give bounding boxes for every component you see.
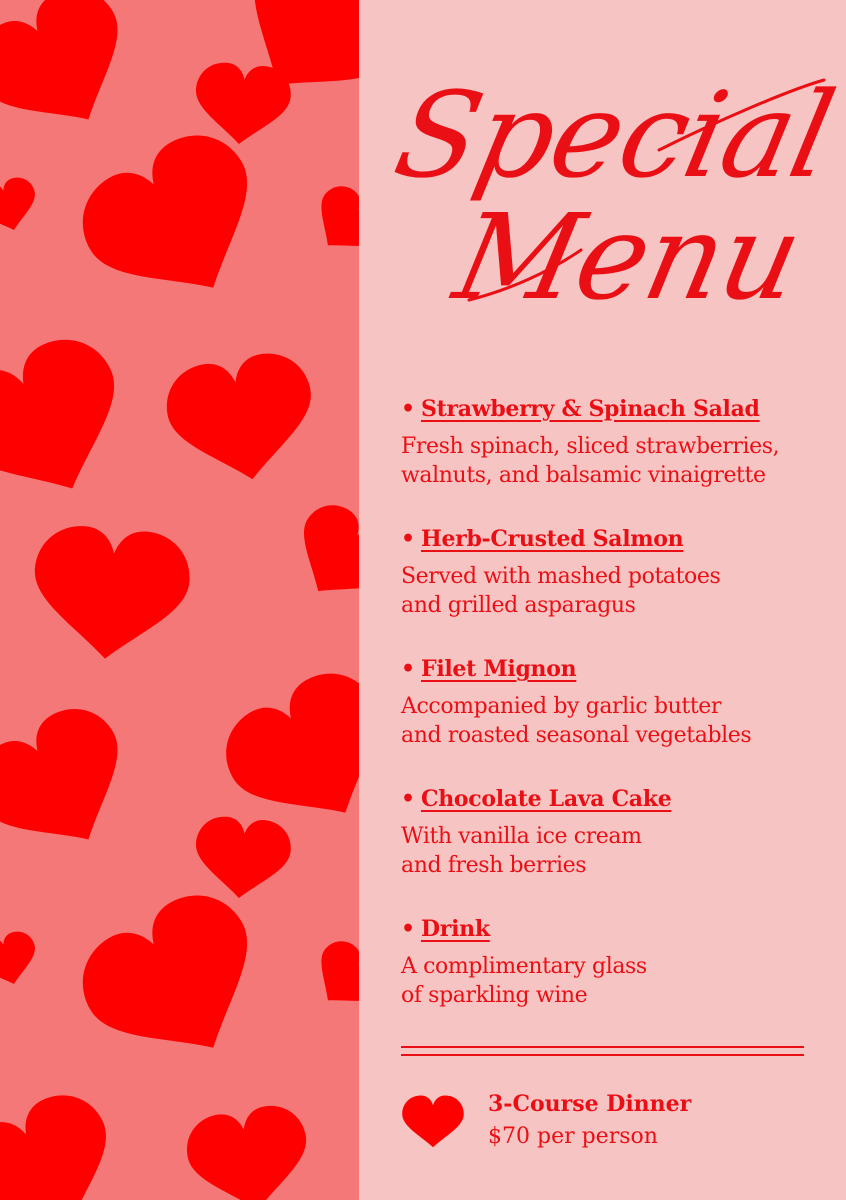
dinner-title: 3-Course Dinner [488, 1091, 692, 1117]
item-name: • Herb-Crusted Salmon [401, 522, 821, 556]
item-description: Fresh spinach, sliced strawberries, walnuts, and balsamic vinaigrette [401, 434, 780, 488]
heart-icon [28, 522, 194, 665]
heart-icon [0, 323, 149, 524]
price-footer [401, 1088, 821, 1158]
heart-pattern-panel [0, 0, 359, 1200]
title-line-menu: Menu [444, 188, 813, 326]
heart-icon [0, 1081, 137, 1200]
heart-icon [0, 174, 43, 238]
heart-icon [160, 347, 324, 492]
heart-icon [301, 178, 359, 268]
title-line-special: Special [384, 66, 845, 204]
heart-icon [401, 1094, 465, 1150]
double-divider [401, 1046, 804, 1056]
heart-icon [192, 814, 294, 902]
heart-pattern [0, 0, 359, 1200]
heart-icon [0, 0, 153, 157]
heart-icon [192, 60, 294, 148]
heart-icon [0, 693, 153, 877]
list-item [401, 912, 821, 1042]
item-description: With vanilla ice cream and fresh berries [401, 824, 642, 878]
heart-icon [181, 1100, 317, 1200]
menu-panel [359, 0, 846, 1200]
list-item [401, 522, 821, 652]
item-name: • Strawberry & Spinach Salad [401, 392, 821, 426]
item-name: • Chocolate Lava Cake [401, 782, 821, 816]
item-description: Served with mashed potatoes and grilled asparagus [401, 564, 721, 618]
dinner-price: $70 per person [488, 1124, 658, 1149]
list-item [401, 392, 821, 522]
heart-icon [64, 877, 289, 1092]
item-description: A complimentary glass of sparkling wine [401, 954, 647, 1008]
heart-icon [0, 928, 43, 992]
item-name: • Drink [401, 912, 821, 946]
item-name: • Filet Mignon [401, 652, 821, 686]
heart-icon [277, 494, 359, 620]
item-description: Accompanied by garlic butter and roasted seasonal vegetables [401, 694, 752, 748]
heart-icon [64, 117, 289, 332]
heart-icon [301, 933, 359, 1023]
menu-title [359, 0, 846, 340]
list-item [401, 782, 821, 912]
list-item [401, 652, 821, 782]
menu-items [401, 392, 821, 1042]
